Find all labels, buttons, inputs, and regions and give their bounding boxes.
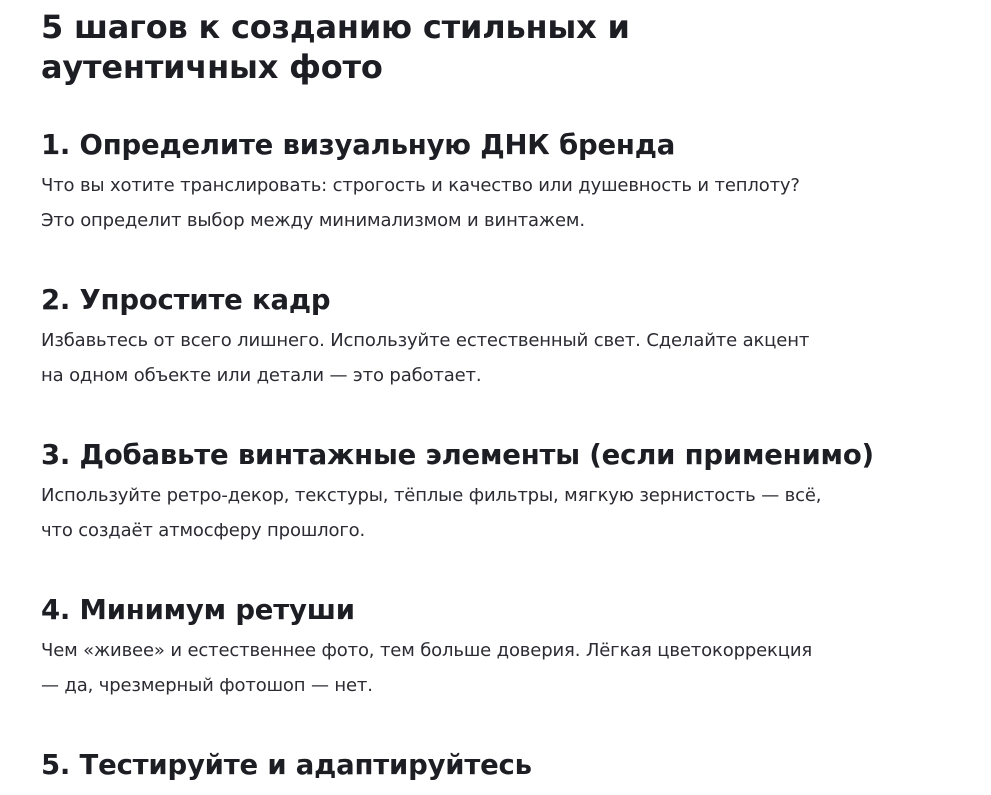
- step-text-line: на одном объекте или детали — это работает.: [41, 365, 482, 386]
- page-title: 5 шагов к созданию стильных и аутентичных фото: [41, 8, 630, 86]
- step-title: 2. Упростите кадр: [41, 284, 331, 316]
- step-title: 3. Добавьте винтажные элементы (если применимо): [41, 439, 874, 471]
- step-text-line: Используйте ретро-декор, текстуры, тёплые фильтры, мягкую зернистость — всё,: [41, 485, 822, 506]
- step-title: 5. Тестируйте и адаптируйтесь: [41, 749, 532, 781]
- step-text-line: Что вы хотите транслировать: строгость и качество или душевность и теплоту?: [41, 175, 800, 196]
- step-text: [41, 323, 861, 393]
- step-text: [41, 633, 861, 703]
- step-3: [41, 438, 874, 548]
- step-text-line: Это определит выбор между минимализмом и винтажем.: [41, 210, 585, 231]
- step-title: 1. Определите визуальную ДНК бренда: [41, 129, 676, 161]
- step-text: [41, 478, 861, 548]
- step-1: [41, 128, 861, 238]
- step-text-line: — да, чрезмерный фотошоп — нет.: [41, 675, 373, 696]
- step-title: 4. Минимум ретуши: [41, 594, 355, 626]
- step-5: [41, 748, 861, 782]
- step-4: [41, 593, 861, 703]
- step-text-line: Чем «живее» и естественнее фото, тем больше доверия. Лёгкая цветокоррекция: [41, 640, 813, 661]
- step-text-line: что создаёт атмосферу прошлого.: [41, 520, 366, 541]
- step-text: [41, 168, 861, 238]
- step-text-line: Избавьтесь от всего лишнего. Используйте естественный свет. Сделайте акцент: [41, 330, 810, 351]
- step-2: [41, 283, 861, 393]
